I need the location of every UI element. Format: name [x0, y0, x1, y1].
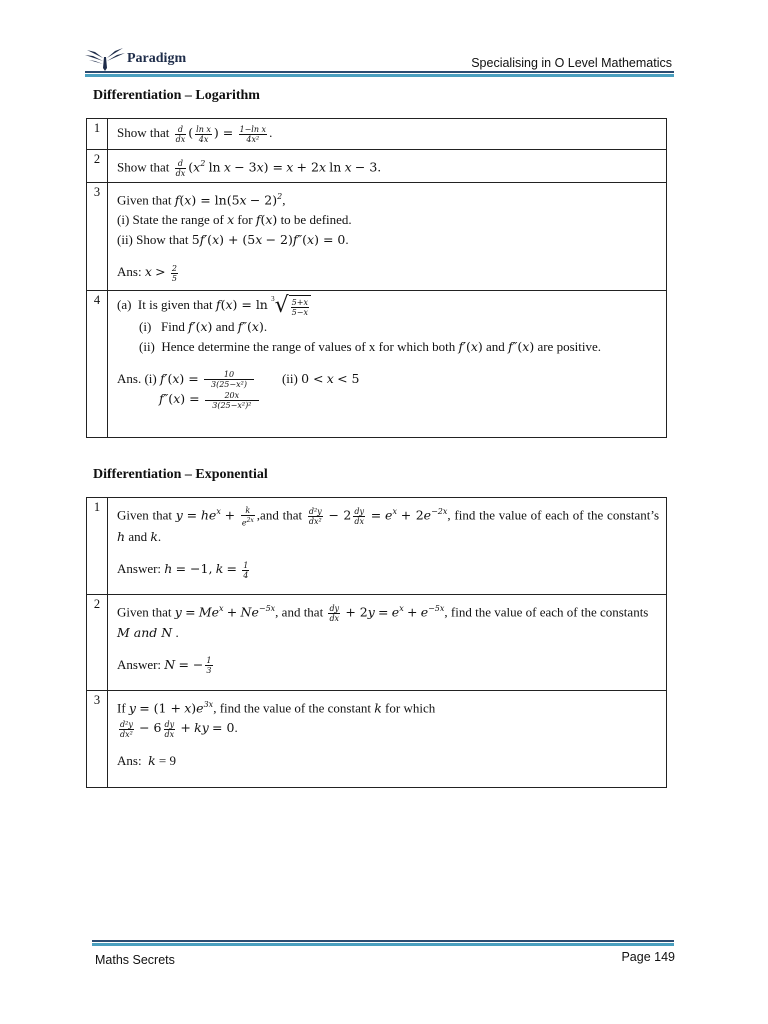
question-body: If $y = (1 + x)e^{3x}$, find the value of the constant k for which $\frac{\text{d²y}}{\text{dx²}}$ − 6 $\frac{dy}{dx}$ + ky = 0. Ans: k = 9: [108, 691, 667, 788]
question-number: 2: [87, 150, 108, 183]
question-body: Show that $\frac{d}{dx}$ ($x^2$ ln x − 3x) = x + 2x ln x − 3.: [108, 150, 667, 183]
table-row: [87, 119, 667, 150]
footer-rule-accent: [92, 943, 674, 946]
logarithm-questions-table: [86, 118, 667, 438]
question-body: Given that $f(x) = \ln(5x - 2)^2$, (i) State the range of x for f(x) to be defined. (ii) Show that 5f′(x) + (5x − 2)f″(x) = 0. Ans: x > $\frac{2}{5}$: [108, 182, 667, 290]
question-number: 2: [87, 595, 108, 691]
question-number: 3: [87, 182, 108, 290]
header-tagline: Specialising in O Level Mathematics: [471, 56, 672, 70]
brand-logo: [85, 46, 186, 72]
section-title-logarithm: Differentiation – Logarithm: [93, 88, 260, 103]
exponential-questions-table: [86, 497, 667, 788]
page-number: Page 149: [621, 950, 675, 964]
question-body: (a) It is given that f(x) = ln 3 √ $\frac{5+x}{5-x}$ (i) Find f′(x) and f″(x). (ii) Hence determine the range of values of x for which both f′(x) and f″(x) are positive. Ans. (i) f′(x) = $\frac{10}{\text{3(25−x²)}}$ (ii) 0 < x < 5 f″(x) = $\frac{20x}{\text{3(25−x²)²}}$: [108, 290, 667, 437]
footer-title: Maths Secrets: [95, 953, 175, 967]
table-row: [87, 150, 667, 183]
footer-rule: [92, 940, 674, 942]
question-body: Given that $y = Me^x + Ne^{-5x}$, and that $\frac{dy}{dx}$ + $2y = e^x + e^{-5x}$, find the value of each of the constants M and N . Answer: N = − $\frac{1}{3}$: [108, 595, 667, 691]
header-rule: [85, 71, 674, 73]
table-row: [87, 595, 667, 691]
brand-name: Paradigm: [127, 51, 187, 66]
question-body: Given that $y = he^x$ + $\frac{k}{e^{2x}}$ ,and that $\frac{\text{d²y}}{\text{dx²}}$ − 2 $\frac{dy}{dx}$ = $e^x + 2e^{-2x}$, find the value of each of the constant’s h and k. Answer: h = −1, k = $\frac{1}{4}$: [108, 498, 667, 595]
page-header: [85, 44, 674, 78]
question-number: 1: [87, 119, 108, 150]
question-number: 1: [87, 498, 108, 595]
question-number: 3: [87, 691, 108, 788]
wings-logo-icon: [85, 46, 125, 72]
table-row: [87, 691, 667, 788]
section-title-exponential: Differentiation – Exponential: [93, 467, 268, 482]
table-row: [87, 182, 667, 290]
header-rule-accent: [85, 74, 674, 77]
table-row: [87, 498, 667, 595]
question-body: Show that $\frac{d}{dx}$ ( $\frac{\text{ln x}}{4x}$ ) = $\frac{\text{1−ln x}}{\text{4x²}}$ .: [108, 119, 667, 150]
table-row: [87, 290, 667, 437]
question-number: 4: [87, 290, 108, 437]
